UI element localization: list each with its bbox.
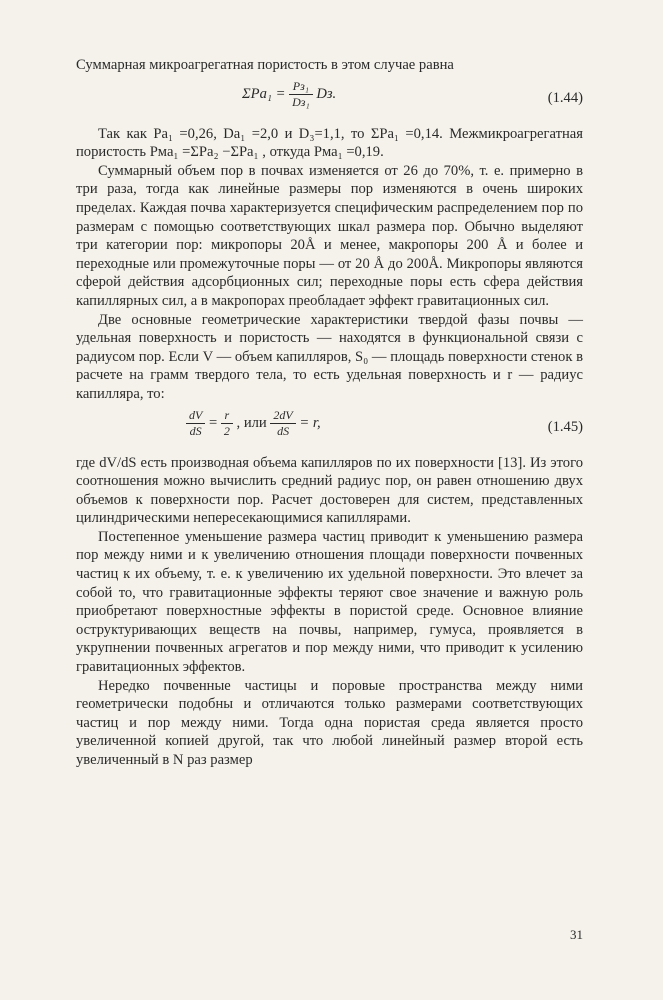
eq2-num-2: r bbox=[221, 408, 233, 424]
eq2-fraction-1 bbox=[186, 408, 205, 439]
eq2-num-1: dV bbox=[186, 408, 205, 424]
paragraph-intro: Суммарная микроагрегатная пористость в этом случае равна bbox=[76, 57, 454, 73]
eq2-fraction-3 bbox=[270, 408, 295, 439]
eq2-separator: , или bbox=[236, 414, 267, 431]
eq2-den-1: dS bbox=[189, 423, 202, 438]
eq2-num-3: 2dV bbox=[270, 408, 295, 424]
equation-number-1-44: (1.44) bbox=[547, 89, 583, 106]
eq2-fraction-2 bbox=[221, 408, 233, 439]
eq1-tail: Dз. bbox=[316, 85, 337, 102]
eq1-lhs: ΣPа₁ = bbox=[242, 85, 286, 102]
eq2-den-2: 2 bbox=[223, 423, 230, 438]
page-number: 31 bbox=[570, 927, 583, 942]
paragraph-particle-size: Постепенное уменьшение размера частиц приводит к уменьшению размера пор между ними и к увеличению отношения площади поверхности почвенных частиц к их объему, т. е. к увеличению их удельной поверхности. Это влечет за собой то, что гравитационные эффекты теряют свое значение и важную роль приобретают поверхностные эффекты в пористой среде. Основное влияние оструктуривающих веществ на почвы, например, гумуса, проявляется в укрупнении почвенных агрегатов и пор между ними, что приводит к усилению гравитационных эффектов. bbox=[76, 528, 583, 676]
paragraph-values: Так как Pа₁ =0,26, Dа₁ =2,0 и D₃=1,1, то ΣPа₁ =0,14. Межмикроагрегатная пористость Pма₁ =ΣPа₂ −ΣPа₁ , откуда Pма₁ =0,19. bbox=[76, 125, 583, 161]
paragraph-derivative: где dV/dS есть производная объема капилляров по их поверхности [13]. Из этого соотношения можно вычислить средний радиус пор, он равен отношению двух объемов к поверхности пор. Расчет достоверен для систем, представленных цилиндрическими непересекающимися капиллярами. bbox=[76, 454, 583, 527]
eq2-equals: = bbox=[209, 414, 218, 431]
equation-1-45 bbox=[76, 408, 583, 448]
paragraph-similarity: Нередко почвенные частицы и поровые пространства между ними геометрически подобны и отличаются только размерами соответствующих частиц и пор между ними. Тогда одна пористая среда является просто увеличенной копией другой, так что любой линейный размер второй есть увеличенный в N раз размер bbox=[76, 677, 583, 768]
eq2-den-3: dS bbox=[277, 423, 290, 438]
eq2-tail: = r, bbox=[299, 414, 321, 431]
eq1-fraction bbox=[289, 79, 313, 110]
equation-number-1-45: (1.45) bbox=[547, 418, 583, 435]
paragraph-geometric: Две основные геометрические характеристики твердой фазы почвы — удельная поверхность и пористость — находятся в функциональной связи с радиусом пор. Если V — объем капилляров, S₀ — площадь поверхности стенок в расчете на грамм твердого тела, то есть удельная поверхность и r — радиус капилляра, то: bbox=[76, 311, 583, 402]
eq1-numerator: Pз₁ bbox=[289, 79, 313, 95]
paragraph-pore-volume: Суммарный объем пор в почвах изменяется от 26 до 70%, т. е. примерно в три раза, тогда как линейные размеры пор изменяются в очень широких пределах. Каждая почва характеризуется специфическим распределением пор по размерам с помощью соответствующих шкал размера пор. Обычно выделяют три категории пор: микропоры 20Å и менее, макропоры 200 Å и более и переходные или промежуточные поры — от 20 Å до 200Å. Микропоры являются сферой действия адсорбционных сил; переходные поры есть сфера действия капиллярных сил, а в макропорах преобладает эффект гравитационных сил. bbox=[76, 162, 583, 309]
eq1-denominator: Dз₁ bbox=[292, 94, 310, 109]
equation-1-44 bbox=[76, 79, 583, 119]
